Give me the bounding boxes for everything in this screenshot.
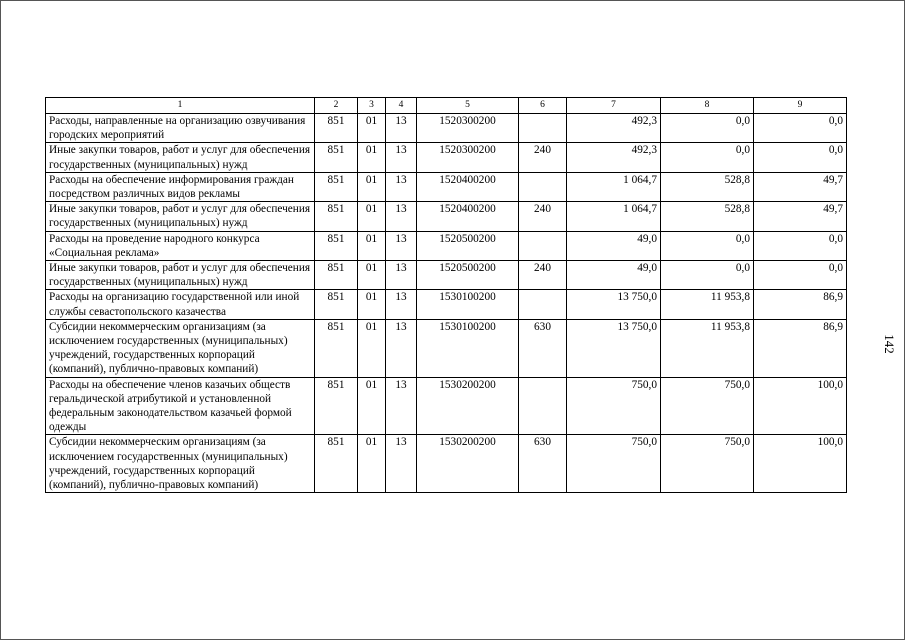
- expense-name-cell: Расходы на организацию государственной или иной службы севастопольского казачества: [46, 290, 315, 319]
- agency-code-cell: 851: [315, 231, 358, 260]
- subsection-code-cell: 13: [386, 231, 417, 260]
- header-cell: 9: [754, 98, 847, 114]
- subsection-code-cell: 13: [386, 202, 417, 231]
- plan-amount-cell: 49,0: [567, 231, 661, 260]
- expense-type-cell: [519, 114, 567, 143]
- section-code-cell: 01: [358, 172, 386, 201]
- actual-amount-cell: 11 953,8: [661, 290, 754, 319]
- percent-cell: 100,0: [754, 435, 847, 493]
- subsection-code-cell: 13: [386, 143, 417, 172]
- target-article-cell: 1530200200: [417, 435, 519, 493]
- plan-amount-cell: 750,0: [567, 435, 661, 493]
- section-code-cell: 01: [358, 231, 386, 260]
- actual-amount-cell: 0,0: [661, 231, 754, 260]
- subsection-code-cell: 13: [386, 172, 417, 201]
- subsection-code-cell: 13: [386, 319, 417, 377]
- expense-type-cell: 630: [519, 319, 567, 377]
- expense-type-cell: 630: [519, 435, 567, 493]
- percent-cell: 0,0: [754, 261, 847, 290]
- target-article-cell: 1520400200: [417, 202, 519, 231]
- percent-cell: 49,7: [754, 202, 847, 231]
- section-code-cell: 01: [358, 202, 386, 231]
- percent-cell: 100,0: [754, 377, 847, 435]
- expense-name-cell: Расходы на проведение народного конкурса «Социальная реклама»: [46, 231, 315, 260]
- percent-cell: 49,7: [754, 172, 847, 201]
- actual-amount-cell: 528,8: [661, 202, 754, 231]
- actual-amount-cell: 528,8: [661, 172, 754, 201]
- agency-code-cell: 851: [315, 435, 358, 493]
- percent-cell: 86,9: [754, 319, 847, 377]
- table-row: [46, 377, 847, 435]
- subsection-code-cell: 13: [386, 114, 417, 143]
- target-article-cell: 1530200200: [417, 377, 519, 435]
- agency-code-cell: 851: [315, 114, 358, 143]
- actual-amount-cell: 0,0: [661, 261, 754, 290]
- plan-amount-cell: 1 064,7: [567, 172, 661, 201]
- plan-amount-cell: 49,0: [567, 261, 661, 290]
- target-article-cell: 1520500200: [417, 261, 519, 290]
- table-row: [46, 290, 847, 319]
- table-row: [46, 143, 847, 172]
- percent-cell: 0,0: [754, 231, 847, 260]
- agency-code-cell: 851: [315, 261, 358, 290]
- section-code-cell: 01: [358, 319, 386, 377]
- expense-type-cell: 240: [519, 202, 567, 231]
- header-cell: 6: [519, 98, 567, 114]
- actual-amount-cell: 11 953,8: [661, 319, 754, 377]
- expense-name-cell: Расходы на обеспечение членов казачьих обществ геральдической атрибутикой и установленной федеральным законодательством казачьей формой одежды: [46, 377, 315, 435]
- section-code-cell: 01: [358, 377, 386, 435]
- header-cell: 5: [417, 98, 519, 114]
- table-row: [46, 172, 847, 201]
- table-row: [46, 114, 847, 143]
- budget-table: [45, 97, 847, 493]
- actual-amount-cell: 0,0: [661, 114, 754, 143]
- expense-name-cell: Расходы на обеспечение информирования граждан посредством различных видов рекламы: [46, 172, 315, 201]
- section-code-cell: 01: [358, 290, 386, 319]
- subsection-code-cell: 13: [386, 261, 417, 290]
- table-body: [46, 114, 847, 493]
- agency-code-cell: 851: [315, 172, 358, 201]
- target-article-cell: 1520400200: [417, 172, 519, 201]
- expense-type-cell: [519, 231, 567, 260]
- agency-code-cell: 851: [315, 143, 358, 172]
- table-row: [46, 435, 847, 493]
- section-code-cell: 01: [358, 435, 386, 493]
- table-header-row: [46, 98, 847, 114]
- section-code-cell: 01: [358, 114, 386, 143]
- percent-cell: 0,0: [754, 114, 847, 143]
- expense-name-cell: Субсидии некоммерческим организациям (за исключением государственных (муниципальных) учреждений, государственных корпораций (компаний), публично-правовых компаний): [46, 319, 315, 377]
- agency-code-cell: 851: [315, 377, 358, 435]
- expense-name-cell: Иные закупки товаров, работ и услуг для обеспечения государственных (муниципальных) нужд: [46, 261, 315, 290]
- plan-amount-cell: 492,3: [567, 143, 661, 172]
- header-cell: 7: [567, 98, 661, 114]
- expense-name-cell: Субсидии некоммерческим организациям (за исключением государственных (муниципальных) учреждений, государственных корпораций (компаний), публично-правовых компаний): [46, 435, 315, 493]
- expense-type-cell: 240: [519, 261, 567, 290]
- expense-name-cell: Иные закупки товаров, работ и услуг для обеспечения государственных (муниципальных) нужд: [46, 202, 315, 231]
- subsection-code-cell: 13: [386, 435, 417, 493]
- target-article-cell: 1530100200: [417, 319, 519, 377]
- target-article-cell: 1520300200: [417, 143, 519, 172]
- subsection-code-cell: 13: [386, 290, 417, 319]
- target-article-cell: 1520500200: [417, 231, 519, 260]
- section-code-cell: 01: [358, 143, 386, 172]
- expense-type-cell: [519, 377, 567, 435]
- expense-type-cell: [519, 290, 567, 319]
- section-code-cell: 01: [358, 261, 386, 290]
- plan-amount-cell: 13 750,0: [567, 319, 661, 377]
- actual-amount-cell: 0,0: [661, 143, 754, 172]
- actual-amount-cell: 750,0: [661, 377, 754, 435]
- percent-cell: 86,9: [754, 290, 847, 319]
- agency-code-cell: 851: [315, 202, 358, 231]
- header-cell: 8: [661, 98, 754, 114]
- agency-code-cell: 851: [315, 290, 358, 319]
- plan-amount-cell: 1 064,7: [567, 202, 661, 231]
- expense-name-cell: Расходы, направленные на организацию озвучивания городских мероприятий: [46, 114, 315, 143]
- agency-code-cell: 851: [315, 319, 358, 377]
- table-row: [46, 319, 847, 377]
- page-number: 142: [882, 334, 897, 354]
- subsection-code-cell: 13: [386, 377, 417, 435]
- target-article-cell: 1520300200: [417, 114, 519, 143]
- plan-amount-cell: 13 750,0: [567, 290, 661, 319]
- plan-amount-cell: 492,3: [567, 114, 661, 143]
- expense-type-cell: [519, 172, 567, 201]
- percent-cell: 0,0: [754, 143, 847, 172]
- table-row: [46, 202, 847, 231]
- actual-amount-cell: 750,0: [661, 435, 754, 493]
- plan-amount-cell: 750,0: [567, 377, 661, 435]
- table-row: [46, 261, 847, 290]
- header-cell: 2: [315, 98, 358, 114]
- expense-name-cell: Иные закупки товаров, работ и услуг для обеспечения государственных (муниципальных) нужд: [46, 143, 315, 172]
- table-row: [46, 231, 847, 260]
- header-cell: 3: [358, 98, 386, 114]
- expense-type-cell: 240: [519, 143, 567, 172]
- target-article-cell: 1530100200: [417, 290, 519, 319]
- header-cell: 1: [46, 98, 315, 114]
- header-cell: 4: [386, 98, 417, 114]
